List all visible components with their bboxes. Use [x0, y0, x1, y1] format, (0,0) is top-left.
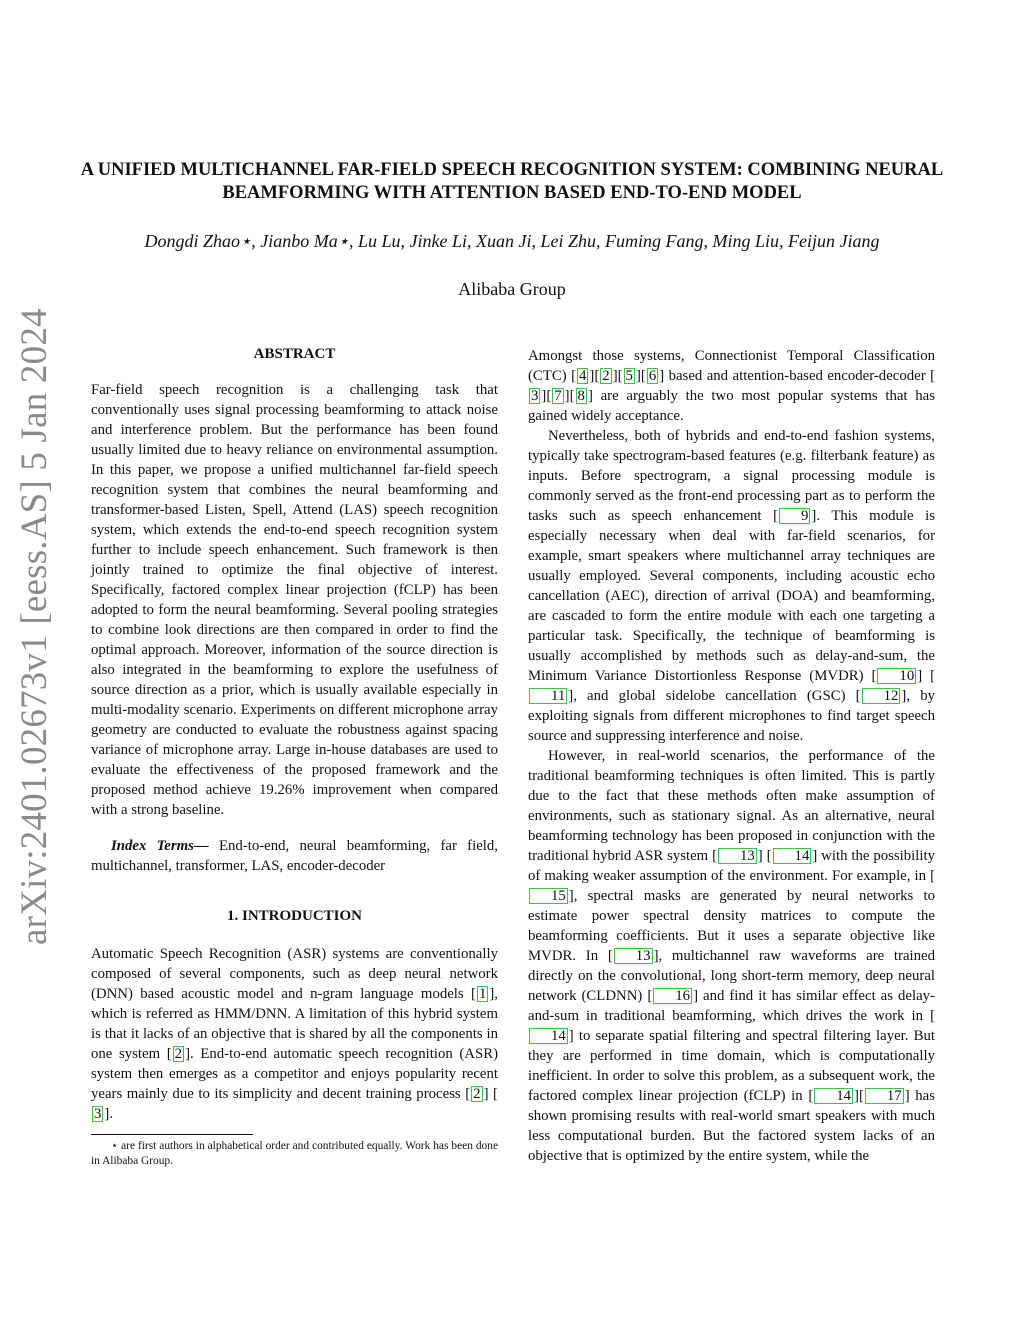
index-terms-label: Index Terms—: [111, 838, 209, 854]
citation-link[interactable]: 9: [779, 508, 810, 524]
right-column: [528, 346, 935, 1166]
citation-link[interactable]: 15: [529, 888, 568, 904]
index-terms-text: End-to-end, neural beamforming, far field, multichannel, transformer, LAS, encoder-decoder: [91, 838, 498, 874]
citation-link[interactable]: 17: [865, 1088, 904, 1104]
citation-link[interactable]: 12: [862, 688, 901, 704]
citation-link[interactable]: 14: [529, 1028, 568, 1044]
citation-link[interactable]: 1: [478, 986, 487, 1002]
citation-link[interactable]: 13: [718, 848, 757, 864]
citation-link[interactable]: 16: [653, 988, 692, 1004]
right-paragraph-2: Nevertheless, both of hybrids and end-to-end fashion systems, typically take spectrogram-based features (e.g. filterbank feature) as inputs. Before spectrogram, a signal processing module is commonly served as the front-end processing part as to perform the tasks such as speech enhancement [ 9 ]. This module is especially necessary when deal with far-field scenarios, for example, smart speakers where multichannel array techniques are usually employed. Several components, including acoustic echo cancellation (AEC), direction of arrival (DOA) and beamforming, are cascaded to form the entire module with each one targeting a particular task. Specifically, the technique of beamforming is usually accomplished by methods such as delay-and-sum, the Minimum Variance Distortionless Response (MVDR) [ 10 ] [11 ], and global sidelobe cancellation (GSC) [ 12 ], by exploiting signals from different microphones to find target speech source and suppressing interference and noise.: [528, 428, 936, 744]
right-paragraph-3: However, in real-world scenarios, the performance of the traditional beamforming techniques is often limited. This is partly due to the fact that these methods often make assumption of environments, such as stationary signal. As an alternative, neural beamforming technology has been proposed in conjunction with the traditional hybrid ASR system [ 13 ] [ 14 ] with the possibility of making weaker assumption of the environment. For example, in [15 ], spectral masks are generated by neural networks to estimate power spectral density matrices to compute the beamforming coefficients. But it uses a separate objective like MVDR. In [ 13 ], multichannel raw waveforms are trained directly on the convolutional, long short-term memory, deep neural network (CLDNN) [ 16 ] and find it has similar effect as delay-and-sum in traditional beamforming, which drives the work in [14 ] to separate spatial filtering and spectral filtering layer. But they are performed in time domain, which is computationally inefficient. In order to solve this problem, as a subsequent work, the factored complex linear projection (fCLP) in [ 14 ][ 17 ] has shown promising results with real-world smart speakers with much less computational burden. But the factored system lacks of an objective that is optimized by the entire system, while the: [528, 748, 936, 1164]
abstract-text: Far-field speech recognition is a challenging task that conventionally uses signal processing beamforming to attack noise and interference problem. But the performance has been found usually limited due to heavy reliance on environmental assumption. In this paper, we propose a unified multichannel far-field speech recognition system that combines the neural beamforming and transformer-based Listen, Spell, Attend (LAS) speech recognition system, which extends the end-to-end speech recognition system further to include speech enhancement. Such framework is then jointly trained to optimize the final objective of interest. Specifically, factored complex linear projection (fCLP) has been adopted to form the neural beamforming. Several pooling strategies to combine look directions are then compared in order to find the optimal approach. Moreover, information of the source direction is also integrated in the beamforming to explore the usefulness of source direction as a prior, which is usually available especially in multi-modality scenario. Experiments on different microphone array geometry are conducted to evaluate the robustness against spacing variance of microphone array. Large in-house databases are used to evaluate the effectiveness of the proposed framework and the proposed method achieve 19.26% improvement when compared with a strong baseline.: [91, 382, 498, 818]
footnote: ⋆ are first authors in alphabetical order and contributed equally. Work has been done in Alibaba Group.: [91, 1140, 498, 1167]
citation-link[interactable]: 2: [473, 1086, 481, 1102]
citation-link[interactable]: 5: [625, 368, 633, 384]
citation-link[interactable]: 6: [648, 368, 657, 384]
index-terms: [91, 836, 498, 876]
citation-link[interactable]: 8: [577, 388, 585, 404]
paper-title: A UNIFIED MULTICHANNEL FAR-FIELD SPEECH RECOGNITION SYSTEM: COMBINING NEURAL BEAMFORMING WITH ATTENTION BASED END-TO-END MODEL: [80, 160, 944, 203]
citation-link[interactable]: 2: [602, 368, 610, 384]
citation-link[interactable]: 3: [531, 388, 539, 404]
citation-link[interactable]: 7: [554, 388, 562, 404]
arxiv-identifier: arXiv:2401.02673v1 [eess.AS] 5 Jan 2024: [14, 308, 55, 945]
footnote-divider: [91, 1134, 253, 1135]
citation-link[interactable]: 4: [579, 368, 587, 384]
citation-link[interactable]: 3: [94, 1106, 102, 1122]
affiliation: Alibaba Group: [458, 279, 566, 299]
abstract-heading: ABSTRACT: [253, 346, 336, 362]
left-column: [91, 344, 498, 1169]
right-paragraph-1: Amongst those systems, Connectionist Temporal Classification (CTC) [ 4 ][ 2 ][ 5 ][ 6 ] based and attention-based encoder-decoder [3 ][ 7 ][ 8 ] are arguably the two most popular systems that has gained widely acceptance.: [528, 348, 935, 424]
citation-link[interactable]: 14: [814, 1088, 853, 1104]
citation-link[interactable]: 14: [773, 848, 812, 864]
introduction-heading: 1. INTRODUCTION: [226, 908, 362, 924]
author-list: Dongdi Zhao⋆, Jianbo Ma⋆, Lu Lu, Jinke Li, Xuan Ji, Lei Zhu, Fuming Fang, Ming Liu, Feijun Jiang: [144, 231, 880, 251]
citation-link[interactable]: 2: [174, 1046, 183, 1062]
citation-link[interactable]: 11: [529, 688, 567, 704]
citation-link[interactable]: 13: [614, 948, 653, 964]
intro-paragraph: Automatic Speech Recognition (ASR) systems are conventionally composed of several components, such as deep neural network (DNN) based acoustic model and n-gram language models [ 1 ], which is referred as HMM/DNN. A limitation of this hybrid system is that it lacks of an objective that is shared by all the components in one system [ 2 ]. End-to-end automatic speech recognition (ASR) system then emerges as a competitor and enjoys popularity recent years mainly due to its simplicity and decent training process [ 2 ] [3 ].: [91, 946, 498, 1122]
citation-link[interactable]: 10: [877, 668, 916, 684]
